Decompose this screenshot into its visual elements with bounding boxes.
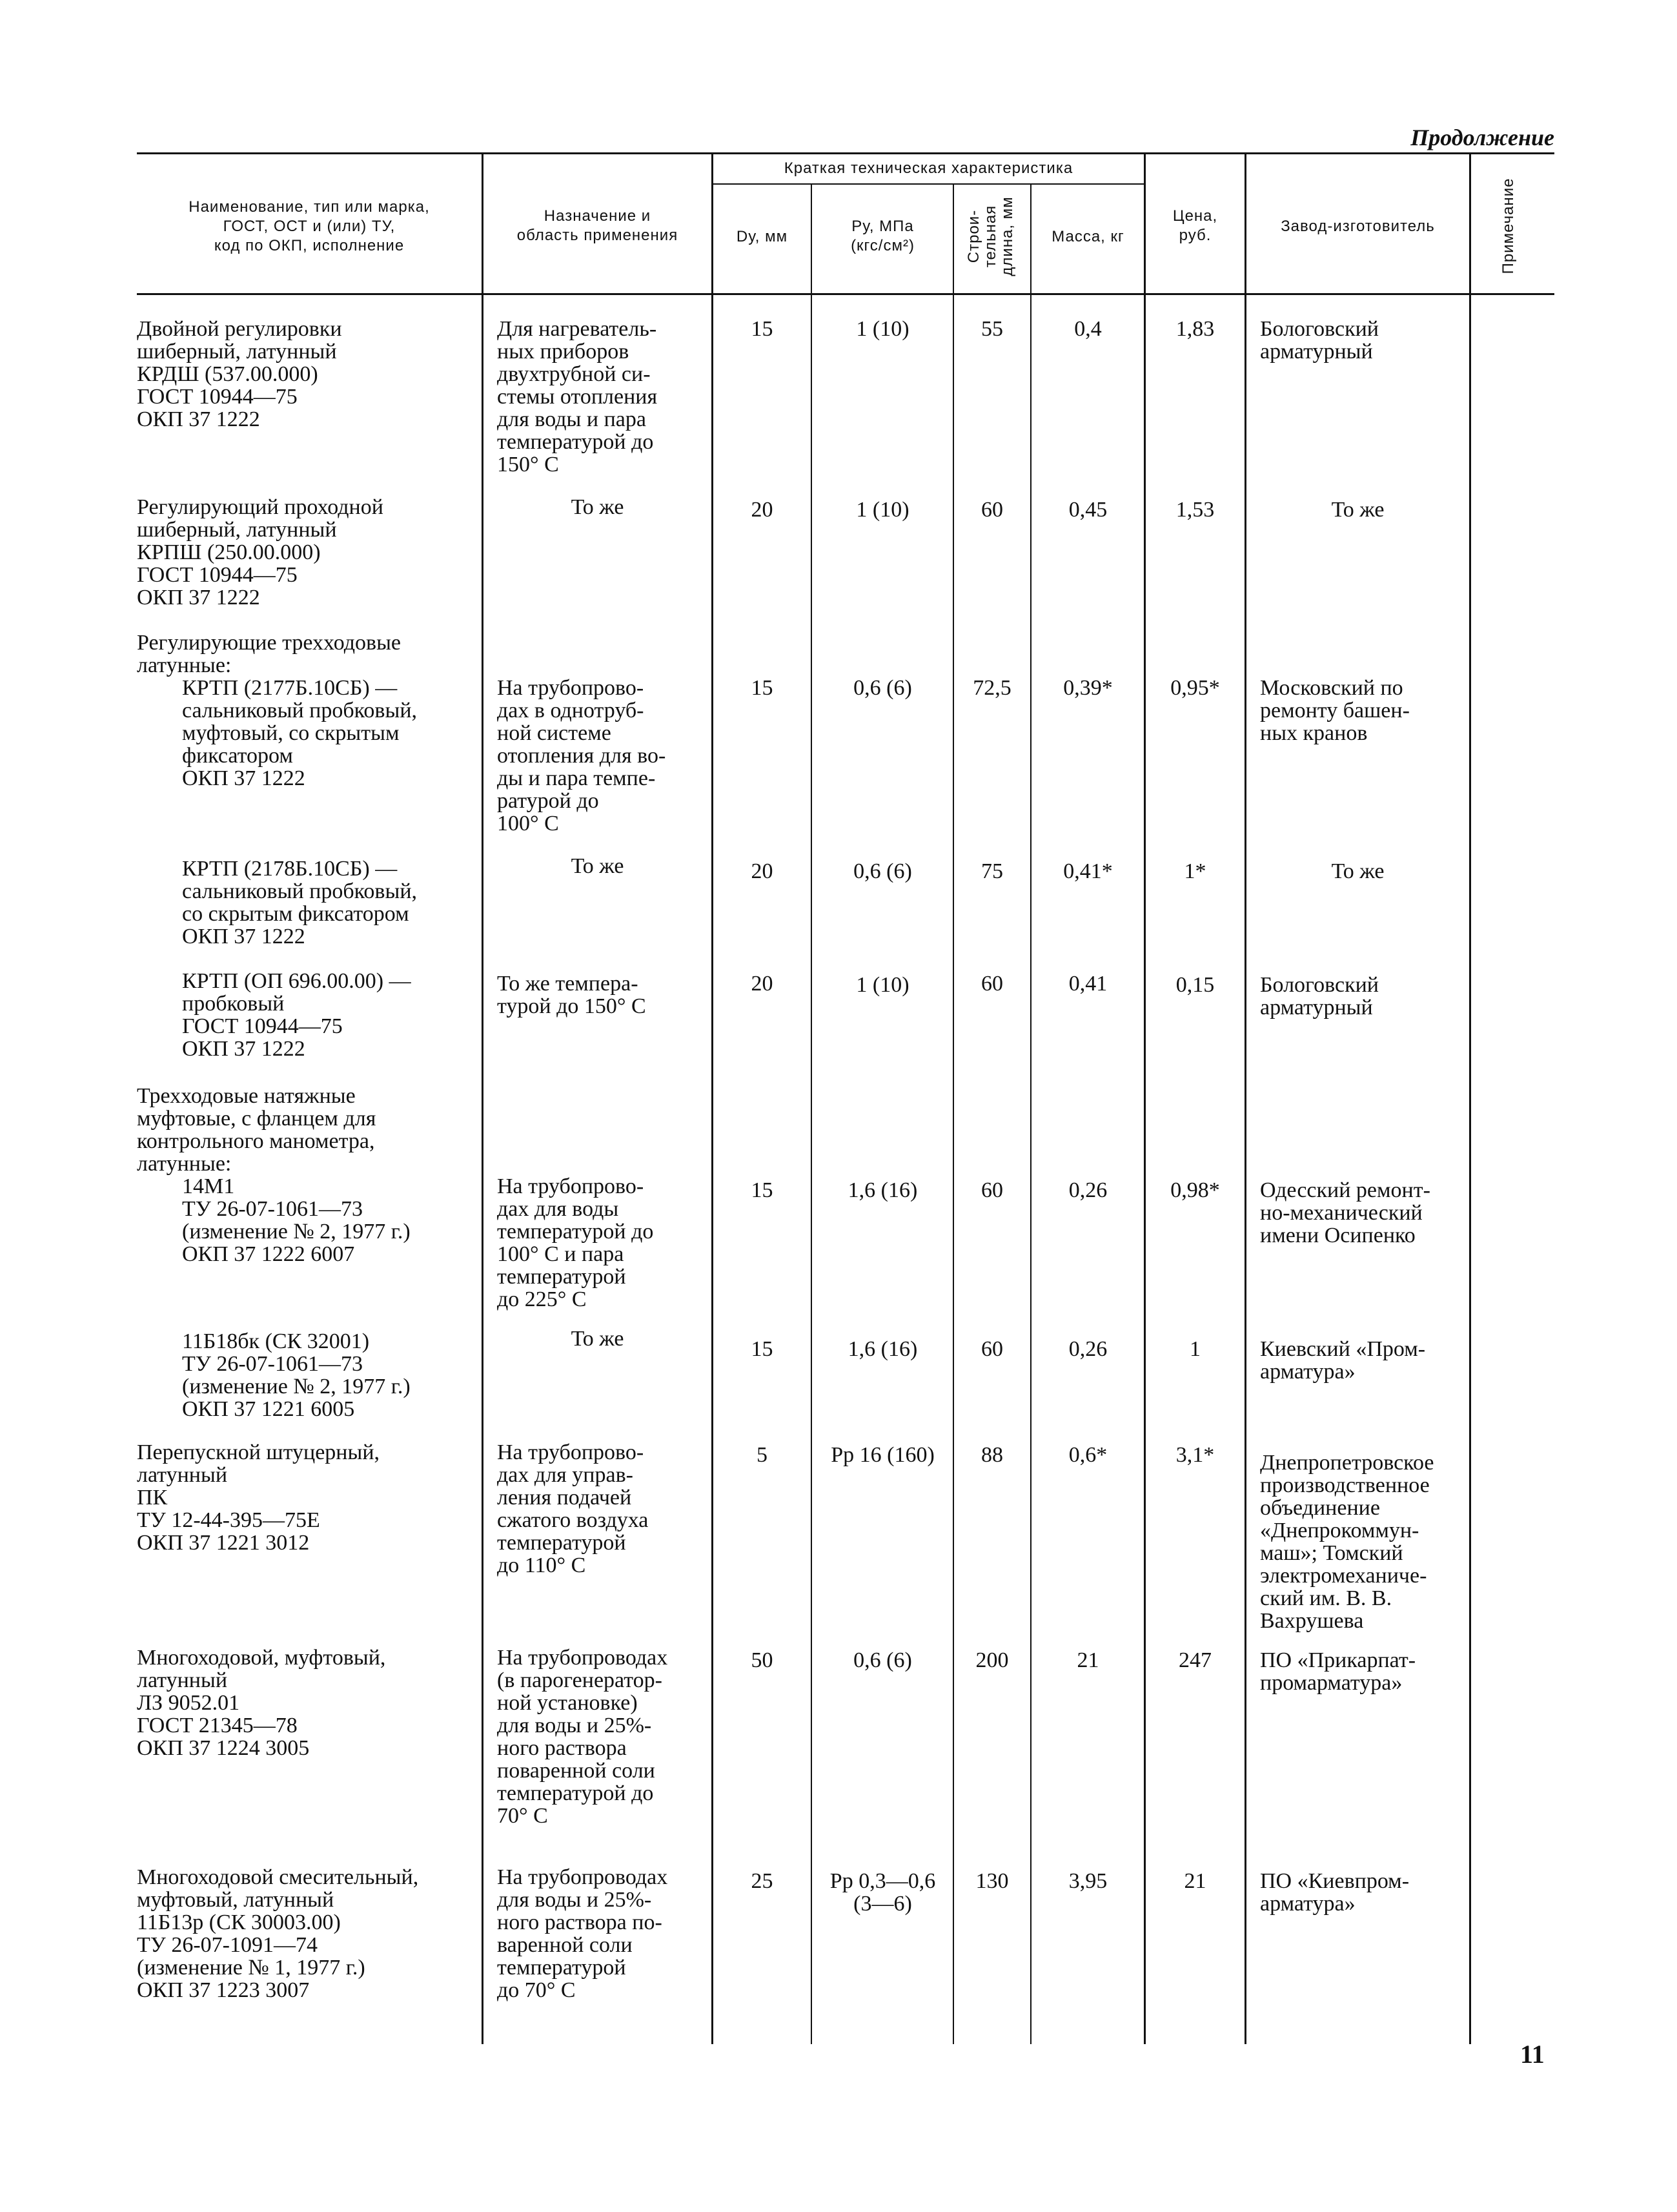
row-11-length: 200 [975, 1648, 1009, 1672]
table-top-rule [137, 152, 1554, 154]
row-10-name: Перепускной штуцерный, латунный ПК ТУ 12-44-395—75Е ОКП 37 1221 3012 [137, 1440, 380, 1555]
row-5-maker: То же [1331, 859, 1385, 883]
row-1-py: 1 (10) [856, 317, 910, 341]
row-2-length: 60 [981, 498, 1003, 522]
row-6-mass: 0,41 [1068, 972, 1108, 996]
row-12-price: 21 [1184, 1869, 1206, 1893]
row-9-maker: Киевский «Пром- арматура» [1260, 1337, 1426, 1384]
row-6-maker: Бологовский арматурный [1260, 973, 1379, 1019]
col-rule-1 [482, 152, 483, 2044]
header-py: Pу, МПа (кгс/см²) [851, 218, 915, 254]
header-tech-group: Краткая техническая характеристика [784, 159, 1073, 177]
row-5-mass: 0,41* [1063, 859, 1113, 883]
row-10-length: 88 [981, 1443, 1003, 1467]
row-12-length: 130 [975, 1869, 1009, 1893]
row-8-dy: 15 [751, 1178, 773, 1202]
row-10-maker: Днепропетровское производственное объединение «Днепрокоммун- маш»; Томский электромеханиче- ский им. В. В. Вахрушева [1260, 1451, 1434, 1633]
header-mass: Масса, кг [1052, 228, 1124, 245]
col-rule-3 [811, 185, 812, 2044]
row-5-price: 1* [1184, 859, 1206, 883]
row-12-maker: ПО «Киевпром- арматура» [1260, 1869, 1410, 1916]
row-11-price: 247 [1179, 1648, 1212, 1672]
row-6-py: 1 (10) [856, 973, 910, 997]
row-5-py: 0,6 (6) [853, 859, 912, 883]
col-rule-2 [711, 152, 713, 2044]
header-price: Цена, руб. [1172, 207, 1218, 244]
row-2-price: 1,53 [1175, 498, 1215, 522]
row-6-name: КРТП (ОП 696.00.00) — пробковый ГОСТ 10944—75 ОКП 37 1222 [182, 969, 411, 1061]
col-rule-4 [953, 185, 954, 2044]
row-4-maker: Московский по ремонту башен- ных кранов [1260, 676, 1410, 745]
row-4-mass: 0,39* [1063, 676, 1113, 700]
row-6-purpose: То же темпера- турой до 150° С [497, 972, 646, 1018]
spec-table [137, 152, 1554, 2044]
row-1-length: 55 [981, 317, 1003, 341]
row-8-length: 60 [981, 1178, 1003, 1202]
col-rule-8 [1469, 152, 1471, 2044]
header-purpose: Назначение и область применения [516, 207, 678, 244]
continuation-label: Продолжение [1410, 125, 1554, 150]
row-8-maker: Одесский ремонт- но-механический имени Осипенко [1260, 1178, 1430, 1247]
row-1-mass: 0,4 [1074, 317, 1102, 341]
row-5-length: 75 [981, 859, 1003, 883]
page-number: 11 [1520, 2040, 1545, 2069]
row-12-mass: 3,95 [1068, 1869, 1108, 1893]
row-9-py: 1,6 (16) [848, 1337, 918, 1361]
row-11-dy: 50 [751, 1648, 773, 1672]
row-10-price: 3,1* [1175, 1443, 1215, 1467]
row-10-dy: 5 [757, 1443, 767, 1467]
tech-group-rule [711, 183, 1145, 185]
row-9-purpose: То же [571, 1327, 624, 1351]
row-5-name: КРТП (2178Б.10СБ) — сальниковый пробковый, со скрытым фиксатором ОКП 37 1222 [182, 857, 418, 948]
header-length: Строи- тельная длина, мм [965, 196, 1016, 276]
row-6-length: 60 [981, 972, 1003, 996]
row-7-group-heading: Трехходовые натяжные муфтовые, с фланцем для контрольного манометра, латунные: [137, 1084, 376, 1176]
row-9-dy: 15 [751, 1337, 773, 1361]
row-8-name: 14М1 ТУ 26-07-1061—73 (изменение № 2, 1977 г.) ОКП 37 1222 6007 [182, 1174, 411, 1266]
row-8-py: 1,6 (16) [848, 1178, 918, 1202]
row-10-mass: 0,6* [1068, 1443, 1108, 1467]
row-9-price: 1 [1190, 1337, 1201, 1361]
row-12-py: Pр 0,3—0,6 (3—6) [829, 1869, 936, 1916]
row-12-purpose: На трубопроводах для воды и 25%- ного раствора по- варенной соли температурой до 70° С [497, 1865, 668, 2002]
row-1-name: Двойной регулировки шиберный, латунный КРДШ (537.00.000) ГОСТ 10944—75 ОКП 37 1222 [137, 317, 342, 431]
row-4-purpose: На трубопрово- дах в однотруб- ной системе отопления для во- ды и пара темпе- ратурой до 100° С [497, 676, 666, 835]
row-1-purpose: Для нагреватель- ных приборов двухтрубной си- стемы отопления для воды и пара температурой до 150° С [497, 317, 658, 476]
row-1-maker: Бологовский арматурный [1260, 317, 1379, 364]
row-4-length: 72,5 [973, 676, 1011, 700]
col-rule-5 [1030, 185, 1032, 2044]
row-3-group-heading: Регулирующие трехходовые латунные: [137, 631, 401, 677]
row-11-py: 0,6 (6) [853, 1648, 912, 1672]
col-rule-7 [1245, 152, 1246, 2044]
row-2-dy: 20 [751, 498, 773, 522]
row-4-dy: 15 [751, 676, 773, 700]
row-2-maker: То же [1331, 498, 1385, 522]
row-5-dy: 20 [751, 859, 773, 883]
row-8-purpose: На трубопрово- дах для воды температурой до 100° С и пара температурой до 225° С [497, 1174, 654, 1311]
row-2-py: 1 (10) [856, 498, 910, 522]
row-8-price: 0,98* [1170, 1178, 1220, 1202]
row-11-mass: 21 [1077, 1648, 1099, 1672]
row-2-mass: 0,45 [1068, 498, 1108, 522]
row-1-price: 1,83 [1175, 317, 1215, 341]
row-5-purpose: То же [571, 854, 624, 878]
row-2-purpose: То же [571, 495, 624, 519]
row-6-dy: 20 [751, 972, 773, 996]
row-12-dy: 25 [751, 1869, 773, 1893]
header-maker: Завод-изготовитель [1281, 218, 1435, 235]
row-4-price: 0,95* [1170, 676, 1220, 700]
row-1-dy: 15 [751, 317, 773, 341]
row-11-maker: ПО «Прикарпат- промарматура» [1260, 1648, 1416, 1695]
row-11-name: Многоходовой, муфтовый, латунный ЛЗ 9052.01 ГОСТ 21345—78 ОКП 37 1224 3005 [137, 1646, 386, 1760]
header-dy: Dу, мм [736, 228, 788, 245]
row-10-purpose: На трубопрово- дах для управ- ления подачей сжатого воздуха температурой до 110° С [497, 1440, 649, 1577]
row-9-mass: 0,26 [1068, 1337, 1108, 1361]
row-8-mass: 0,26 [1068, 1178, 1108, 1202]
row-4-py: 0,6 (6) [853, 676, 912, 700]
header-name: Наименование, тип или марка, ГОСТ, ОСТ и (или) ТУ, код по ОКП, исполнение [188, 198, 430, 254]
header-bottom-rule [137, 293, 1554, 295]
row-10-py: Pр 16 (160) [831, 1443, 935, 1467]
row-6-price: 0,15 [1175, 973, 1215, 997]
row-11-purpose: На трубопроводах (в парогенератор- ной установке) для воды и 25%- ного раствора поваренной соли температурой до 70° С [497, 1646, 668, 1828]
row-4-name: КРТП (2177Б.10СБ) — сальниковый пробковый, муфтовый, со скрытым фиксатором ОКП 37 1222 [182, 676, 418, 790]
row-12-name: Многоходовой смесительный, муфтовый, латунный 11Б13р (СК 30003.00) ТУ 26-07-1091—74 (изменение № 1, 1977 г.) ОКП 37 1223 3007 [137, 1865, 419, 2002]
row-9-length: 60 [981, 1337, 1003, 1361]
header-note: Примечание [1499, 178, 1517, 274]
col-rule-6 [1144, 152, 1146, 2044]
row-9-name: 11Б18бк (СК 32001) ТУ 26-07-1061—73 (изменение № 2, 1977 г.) ОКП 37 1221 6005 [182, 1329, 411, 1421]
row-2-name: Регулирующий проходной шиберный, латунный КРПШ (250.00.000) ГОСТ 10944—75 ОКП 37 1222 [137, 495, 383, 609]
